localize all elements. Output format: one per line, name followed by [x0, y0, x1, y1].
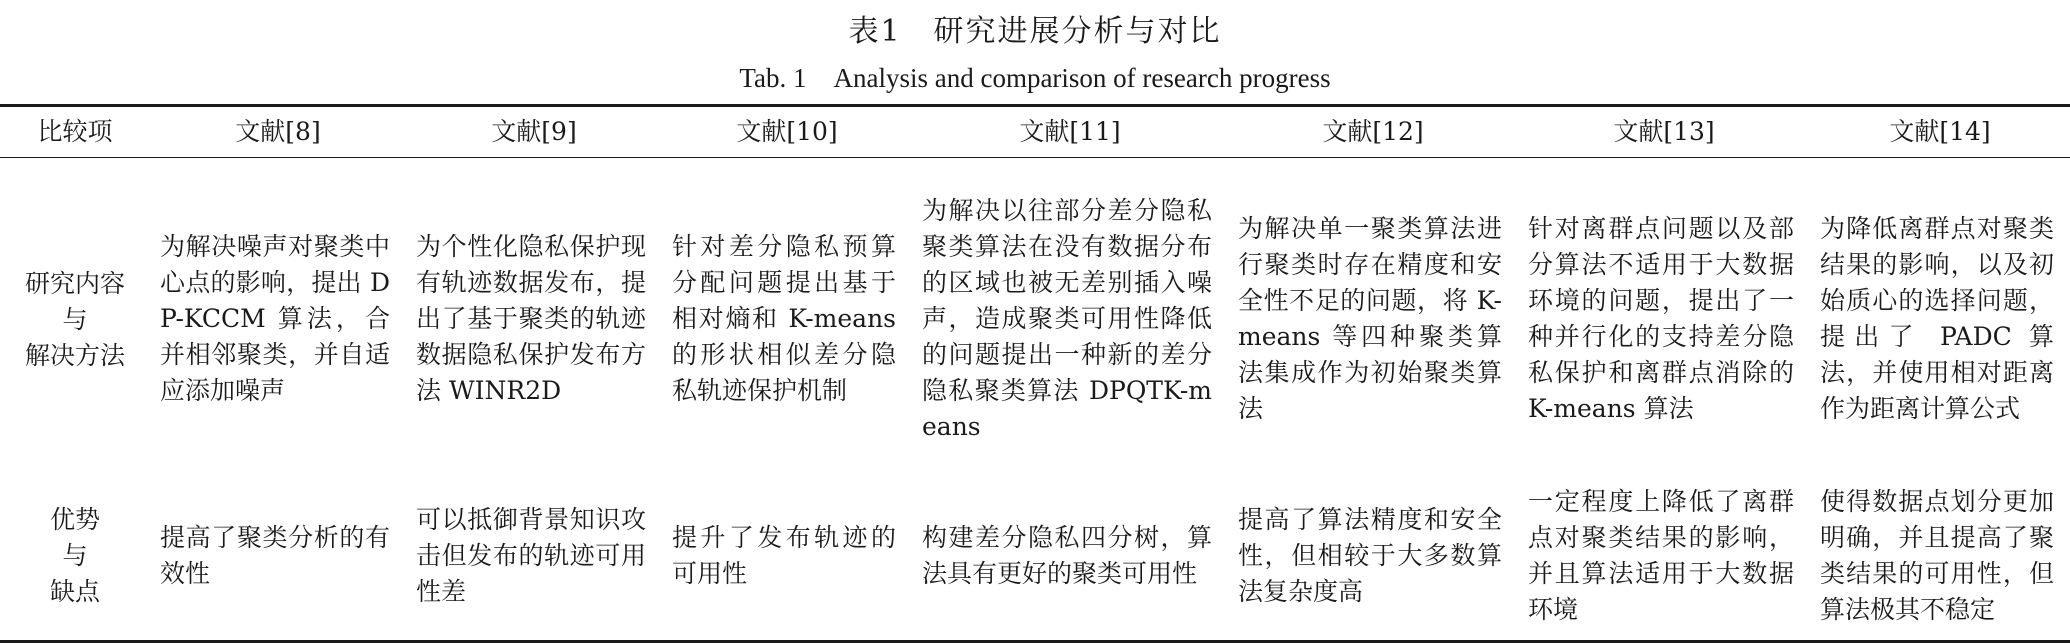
- row-header-line: 与: [62, 541, 88, 570]
- row-header-line: 解决方法: [24, 341, 125, 370]
- table-cell: 为降低离群点对聚类结果的影响，以及初始质心的选择问题，提出了 PADC 算法，并使用相对距离作为距离计算公式: [1820, 214, 2054, 423]
- column-header: 文献[11]: [1019, 117, 1121, 146]
- table-caption-chinese: 表1 研究进展分析与对比: [848, 14, 1222, 49]
- table-cell: 提高了聚类分析的有效性: [160, 523, 390, 588]
- table-row-research-content: [0, 158, 2070, 473]
- table-cell: 提升了发布轨迹的可用性: [672, 523, 896, 588]
- row-header: [0, 158, 150, 473]
- table-cell: 为个性化隐私保护现有轨迹数据发布，提出了基于聚类的轨迹数据隐私保护发布方法 WINR2D: [416, 232, 646, 405]
- column-header: 比较项: [37, 117, 113, 146]
- research-comparison-table: [0, 104, 2070, 643]
- table-cell: 针对差分隐私预算分配问题提出基于相对熵和 K-means 的形状相似差分隐私轨迹保护机制: [672, 232, 896, 405]
- column-header: 文献[9]: [491, 117, 577, 146]
- row-header-line: 与: [62, 305, 88, 334]
- table-cell: 提高了算法精度和安全性，但相较于大多数算法复杂度高: [1238, 505, 1502, 606]
- table-cell: 构建差分隐私四分树，算法具有更好的聚类可用性: [922, 523, 1212, 588]
- column-header: 文献[12]: [1322, 117, 1424, 146]
- table-cell: 使得数据点划分更加明确，并且提高了聚类结果的可用性，但算法极其不稳定: [1820, 487, 2054, 624]
- table-cell: 为解决噪声对聚类中心点的影响，提出 DP-KCCM 算法，合并相邻聚类，并自适应添加噪声: [160, 232, 390, 405]
- column-header: 文献[14]: [1889, 117, 1991, 146]
- table-row-advantages-disadvantages: [0, 472, 2070, 642]
- header-row: [0, 106, 2070, 158]
- table-cell: 一定程度上降低了离群点对聚类结果的影响，并且算法适用于大数据环境: [1528, 487, 1794, 624]
- row-header-line: 优势: [49, 505, 100, 534]
- row-header: [0, 472, 150, 642]
- table-cell: 为解决单一聚类算法进行聚类时存在精度和安全性不足的问题，将 K-means 等四种聚类算法集成作为初始聚类算法: [1238, 214, 1502, 423]
- row-header-line: 研究内容: [24, 269, 125, 298]
- table-caption-english: Tab. 1 Analysis and comparison of research progress: [739, 63, 1331, 93]
- table-cell: 针对离群点问题以及部分算法不适用于大数据环境的问题，提出了一种并行化的支持差分隐私保护和离群点消除的 K-means 算法: [1528, 214, 1794, 423]
- column-header: 文献[13]: [1613, 117, 1715, 146]
- row-header-line: 缺点: [49, 577, 100, 606]
- table-cell: 为解决以往部分差分隐私聚类算法在没有数据分布的区域也被无差别插入噪声，造成聚类可用性降低的问题提出一种新的差分隐私聚类算法 DPQTK-means: [922, 196, 1212, 441]
- column-header: 文献[10]: [736, 117, 838, 146]
- column-header: 文献[8]: [235, 117, 321, 146]
- table-cell: 可以抵御背景知识攻击但发布的轨迹可用性差: [416, 505, 646, 606]
